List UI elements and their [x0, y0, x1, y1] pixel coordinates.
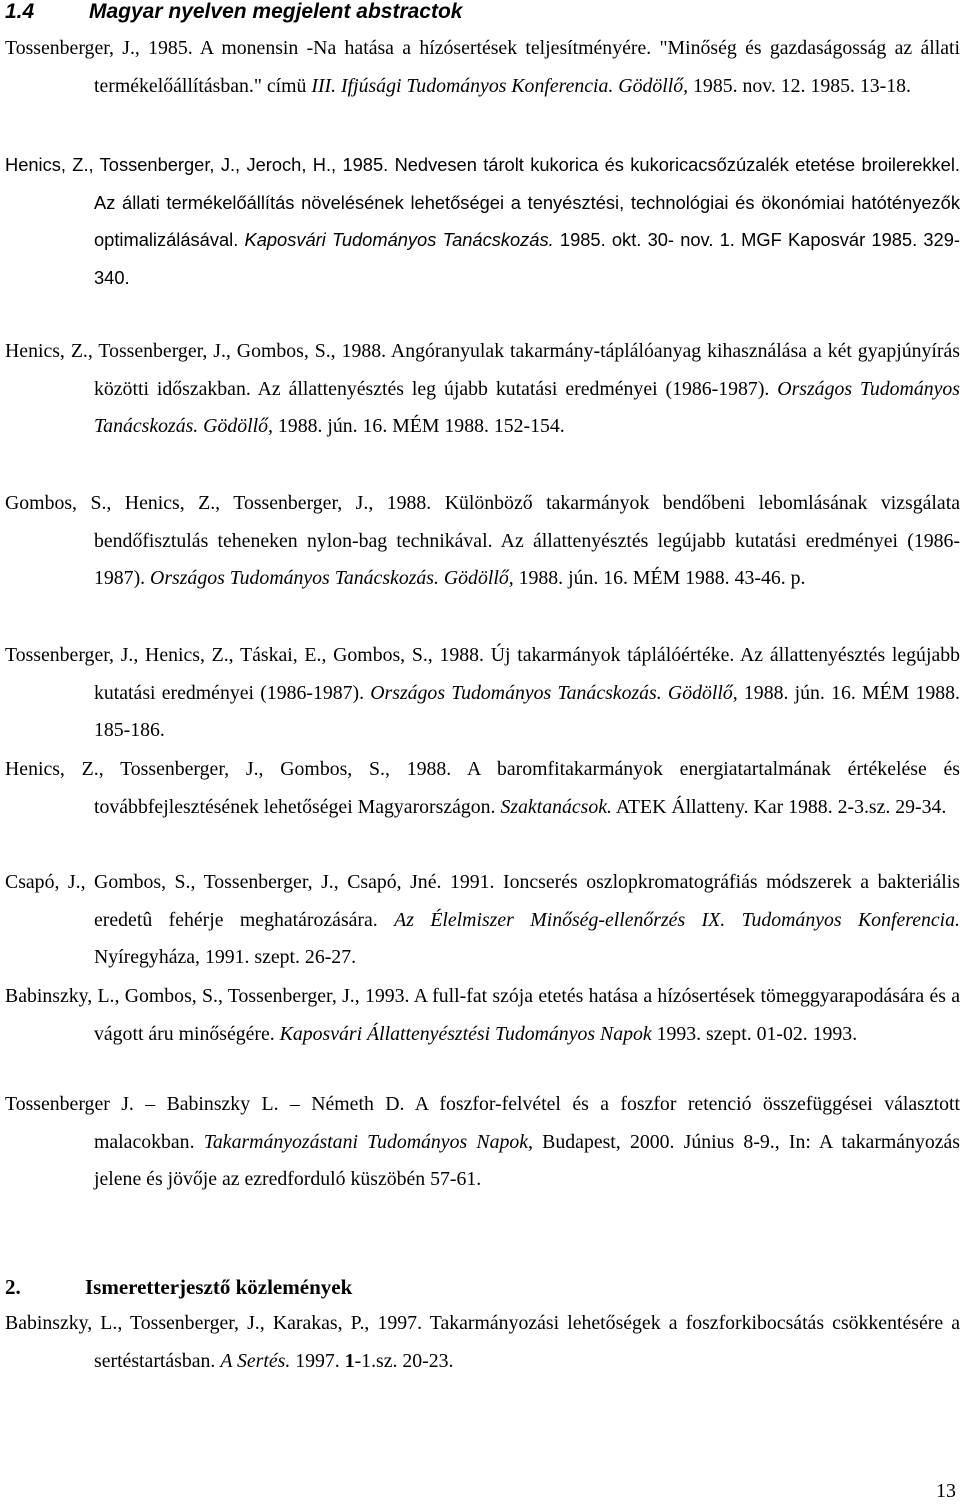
- ref-authors: Gombos, S., Henics, Z., Tossenberger, J., 1988.: [5, 492, 445, 514]
- reference-9: [5, 1086, 960, 1199]
- ref-text: Új takarmányok táplálóértéke. Az állattenyésztés legújabb kutatási eredményei (1986-1987).: [94, 644, 960, 704]
- ref-venue: Az Élelmiszer Minőség-ellenőrzés IX. Tudományos Konferencia.: [394, 908, 960, 931]
- ref-details: ATEK Állatteny. Kar 1988. 2-3.sz. 29-34.: [611, 795, 947, 818]
- ref-text: Nedvesen tárolt kukorica és kukoricacsőzúzalék etetése broilerekkel. Az állati termékelőállítás növelésének lehetőségei a tenyésztési, technológiai és ökonómiai hatótényezők optimalizálásával.: [94, 154, 960, 251]
- ref-venue: Országos Tudományos Tanácskozás. Gödöllő,: [370, 681, 738, 704]
- ref-details: 1985. nov. 12. 1985. 13-18.: [688, 74, 911, 97]
- ref-authors: Babinszky, L., Tossenberger, J., Karakas, P., 1997.: [5, 1312, 430, 1334]
- ref-details: Budapest, 2000. Június 8-9., In: A takarmányozás jelene és jövője az ezredforduló küszöbén 57-61.: [94, 1130, 960, 1191]
- ref-text: A foszfor-felvétel és a foszfor retenció összefüggései választott malacokban.: [94, 1093, 960, 1153]
- ref-details: 1988. jún. 16. MÉM 1988. 185-186.: [94, 681, 960, 742]
- ref-details: 1997.: [290, 1349, 345, 1372]
- ref-details: 1993. szept. 01-02. 1993.: [651, 1022, 858, 1045]
- ref-authors: Henics, Z., Tossenberger, J., Jeroch, H., 1985.: [5, 154, 395, 175]
- ref-venue: Országos Tudományos Tanácskozás. Gödöllő,: [150, 567, 514, 590]
- section-heading-abstracts: [5, 0, 462, 24]
- ref-authors: Tossenberger J. – Babinszky L. – Németh D.: [5, 1093, 415, 1115]
- section-title: Magyar nyelven megjelent abstractok: [89, 0, 463, 23]
- reference-7: [5, 864, 960, 977]
- ref-text: A baromfitakarmányok energiatartalmának értékelése és továbbfejlesztésének lehetőségei Magyarországon.: [94, 758, 960, 818]
- ref-authors: Henics, Z., Tossenberger, J., Gombos, S., 1988.: [5, 340, 391, 362]
- reference-5: [5, 637, 960, 750]
- ref-text: Takarmányozási lehetőségek a foszforkibocsátás csökkentésére a sertéstartásban.: [94, 1312, 960, 1372]
- ref-venue: Országos Tudományos Tanácskozás. Gödöllő,: [94, 377, 960, 438]
- ref-venue: Szaktanácsok.: [500, 795, 612, 818]
- ref-text: Ioncserés oszlopkromatográfiás módszerek a bakteriális eredetû fehérje meghatározására.: [94, 871, 960, 931]
- reference-2: [5, 146, 960, 296]
- ref-details: 1988. jún. 16. MÉM 1988. 43-46. p.: [513, 567, 806, 590]
- ref-details: -1.sz. 20-23.: [354, 1349, 454, 1372]
- ref-text: Angóranyulak takarmány-táplálóanyag kihasználása a két gyapjúnyírás közötti időszakban. Az állattenyésztés leg újabb kutatási eredményei (1986-1987).: [94, 340, 960, 400]
- ref-text: Különböző takarmányok bendőbeni lebomlásának vizsgálata bendőfisztulás teheneken nylon-bag technikával. Az állattenyésztés legújabb kutatási eredményei (1986-1987).: [94, 492, 960, 590]
- ref-text: A full-fat szója etetés hatása a hízósertések tömeggyarapodására és a vágott áru minőségére.: [94, 985, 960, 1045]
- reference-3: [5, 333, 960, 446]
- ref-venue: Takarmányozástani Tudományos Napok,: [203, 1130, 533, 1153]
- reference-6: [5, 751, 960, 826]
- ref-venue: III. Ifjúsági Tudományos Konferencia. Gödöllő,: [311, 74, 689, 97]
- ref-venue: Kaposvári Állattenyésztési Tudományos Napok: [279, 1022, 652, 1045]
- ref-venue: A Sertés.: [220, 1349, 291, 1372]
- page-number: 13: [936, 1480, 956, 1502]
- ref-authors: Tossenberger, J., Henics, Z., Táskai, E., Gombos, S., 1988.: [5, 644, 491, 666]
- ref-details: 1985. okt. 30- nov. 1. MGF Kaposvár 1985. 329-340.: [94, 229, 960, 288]
- section-number: 1.4: [5, 0, 35, 23]
- reference-4: [5, 485, 960, 598]
- reference-1: [5, 30, 960, 105]
- ref-details: 1988. jún. 16. MÉM 1988. 152-154.: [272, 415, 565, 438]
- section-heading-popular: [5, 1275, 352, 1300]
- ref-authors: Henics, Z., Tossenberger, J., Gombos, S., 1988.: [5, 758, 467, 780]
- ref-authors: Tossenberger, J., 1985.: [5, 37, 200, 59]
- ref-text: A monensin -Na hatása a hízósertések teljesítményére. "Minőség és gazdaságosság az állati termékelőállításban." címü: [94, 37, 960, 97]
- ref-details-bold: 1: [344, 1349, 355, 1372]
- ref-authors: Csapó, J., Gombos, S., Tossenberger, J., Csapó, Jné. 1991.: [5, 871, 503, 893]
- ref-authors: Babinszky, L., Gombos, S., Tossenberger, J., 1993.: [5, 985, 414, 1007]
- section-number: 2.: [5, 1275, 21, 1299]
- ref-details: Nyíregyháza, 1991. szept. 26-27.: [94, 946, 357, 969]
- reference-8: [5, 978, 960, 1053]
- section-title: Ismeretterjesztő közlemények: [85, 1275, 353, 1299]
- reference-popular-1: [5, 1305, 960, 1380]
- ref-venue: Kaposvári Tudományos Tanácskozás.: [244, 229, 554, 251]
